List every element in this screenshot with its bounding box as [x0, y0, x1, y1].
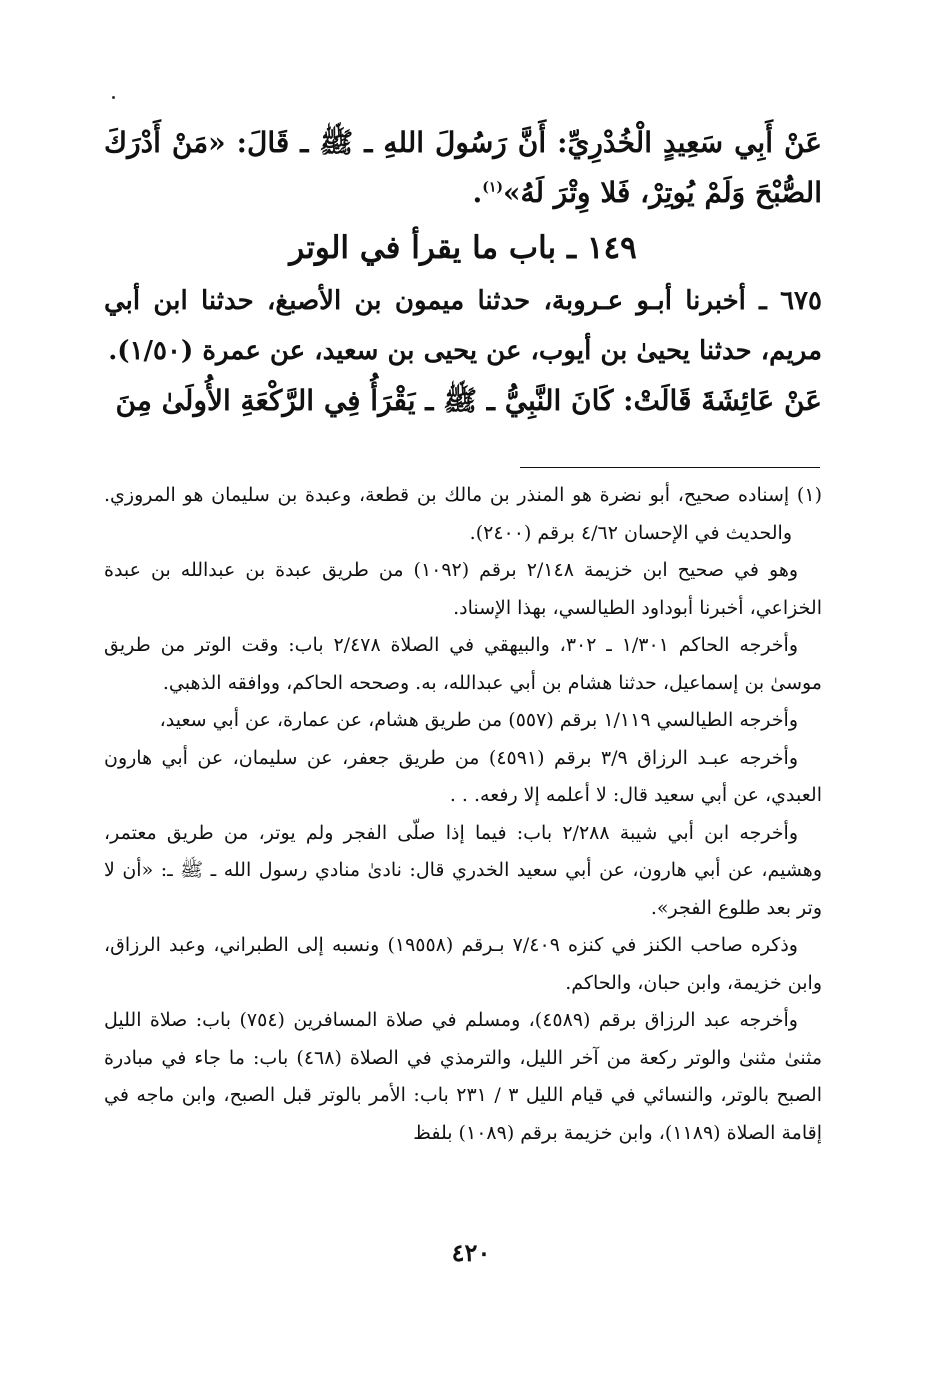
footnote-paragraph: وذكره صاحب الكنز في كنزه ٧/٤٠٩ بـرقم (١٩٥٥٨) ونسبه إلى الطبراني، وعبد الرزاق، وابن خزيمة، وابن حبان، والحاكم.: [104, 934, 822, 994]
isnad-paragraph: ٦٧٥ ـ أخبرنا أبـو عـروبة، حدثنا ميمون بن الأصبغ، حدثنا ابن أبي مريم، حدثنا يحيىٰ بن أيوب، عن يحيى بن سعيد، عن عمرة (١/٥٠).: [104, 286, 822, 366]
scan-speck: [112, 96, 115, 99]
hadith-end-mark: .: [472, 176, 483, 209]
footnote-paragraph: وهو في صحيح ابن خزيمة ٢/١٤٨ برقم (١٠٩٢) من طريق عبدة بن عبدالله بن عبدة الخزاعي، أخبرنا أبوداود الطيالسي، بهذا الإسناد.: [104, 559, 822, 619]
footnote-paragraph: وأخرجه الطيالسي ١/١١٩ برقم (٥٥٧) من طريق هشام، عن عمارة، عن أبي سعيد،: [159, 709, 798, 731]
page-number: ٤٢٠: [451, 1238, 491, 1267]
footnote-paragraph: وأخرجه عبـد الرزاق ٣/٩ برقم (٤٥٩١) من طريق جعفر، عن سليمان، عن أبي هارون العبدي، عن أبي سعيد قال: لا أعلمه إلا رفعه. . .: [104, 746, 822, 806]
footnote-paragraph: وأخرجه ابن أبي شيبة ٢/٢٨٨ باب: فيما إذا صلّى الفجر ولم يوتر، من طريق معتمر، وهشيم، عن أبي هارون، عن أبي سعيد الخدري قال: نادىٰ منادي رسول الله ـ ﷺ ـ: «أن لا وتر بعد طلوع الفجر».: [104, 821, 822, 919]
footnote-marker-1: (١): [482, 179, 504, 196]
hadith-paragraph-2: عَنْ عَائِشَةَ قَالَتْ: كَانَ النَّبِيُّ ـ ﷺ ـ يَقْرَأُ فِي الرَّكْعَةِ الأُولَىٰ مِنَ: [115, 384, 822, 417]
footnotes-section: [104, 477, 822, 1152]
footnote-separator: [520, 467, 820, 468]
footnote-paragraph: وأخرجه عبد الرزاق برقم (٤٥٨٩)، ومسلم في صلاة المسافرين (٧٥٤) باب: صلاة الليل مثنىٰ مثنىٰ والوتر ركعة من آخر الليل، والترمذي في الصلاة (٤٦٨) باب: ما جاء في مبادرة الصبح بالوتر، والنسائي في قيام الليل ٣ / ٢٣١ باب: الأمر بالوتر قبل الصبح، وابن ماجه في إقامة الصلاة (١١٨٩)، وابن خزيمة برقم (١٠٨٩) بلفظ: [104, 1009, 822, 1144]
hadith-paragraph-1: [104, 118, 822, 218]
footnote-paragraph: وأخرجه الحاكم ١/٣٠١ ـ ٣٠٢، والبيهقي في الصلاة ٢/٤٧٨ باب: وقت الوتر من طريق موسىٰ بن إسماعيل، حدثنا هشام بن أبي عبدالله، به. وصححه الحاكم، ووافقه الذهبي.: [104, 634, 822, 694]
footnote-paragraph: (١) إسناده صحيح، أبو نضرة هو المنذر بن مالك بن قطعة، وعبدة بن سليمان هو المروزي. والحديث في الإحسان ٤/٦٢ برقم (٢٤٠٠).: [104, 484, 822, 544]
hadith-text-1: عَنْ أَبِي سَعِيدٍ الْخُدْرِيِّ: أَنَّ رَسُولَ اللهِ ـ ﷺ ـ قَالَ: «مَنْ أَدْرَكَ الصُّبْحَ وَلَمْ يُوتِرْ، فَلا وِتْرَ لَهُ»: [104, 126, 822, 209]
main-text: [104, 118, 822, 426]
chapter-heading: ١٤٩ ـ باب ما يقرأ في الوتر: [289, 230, 637, 266]
